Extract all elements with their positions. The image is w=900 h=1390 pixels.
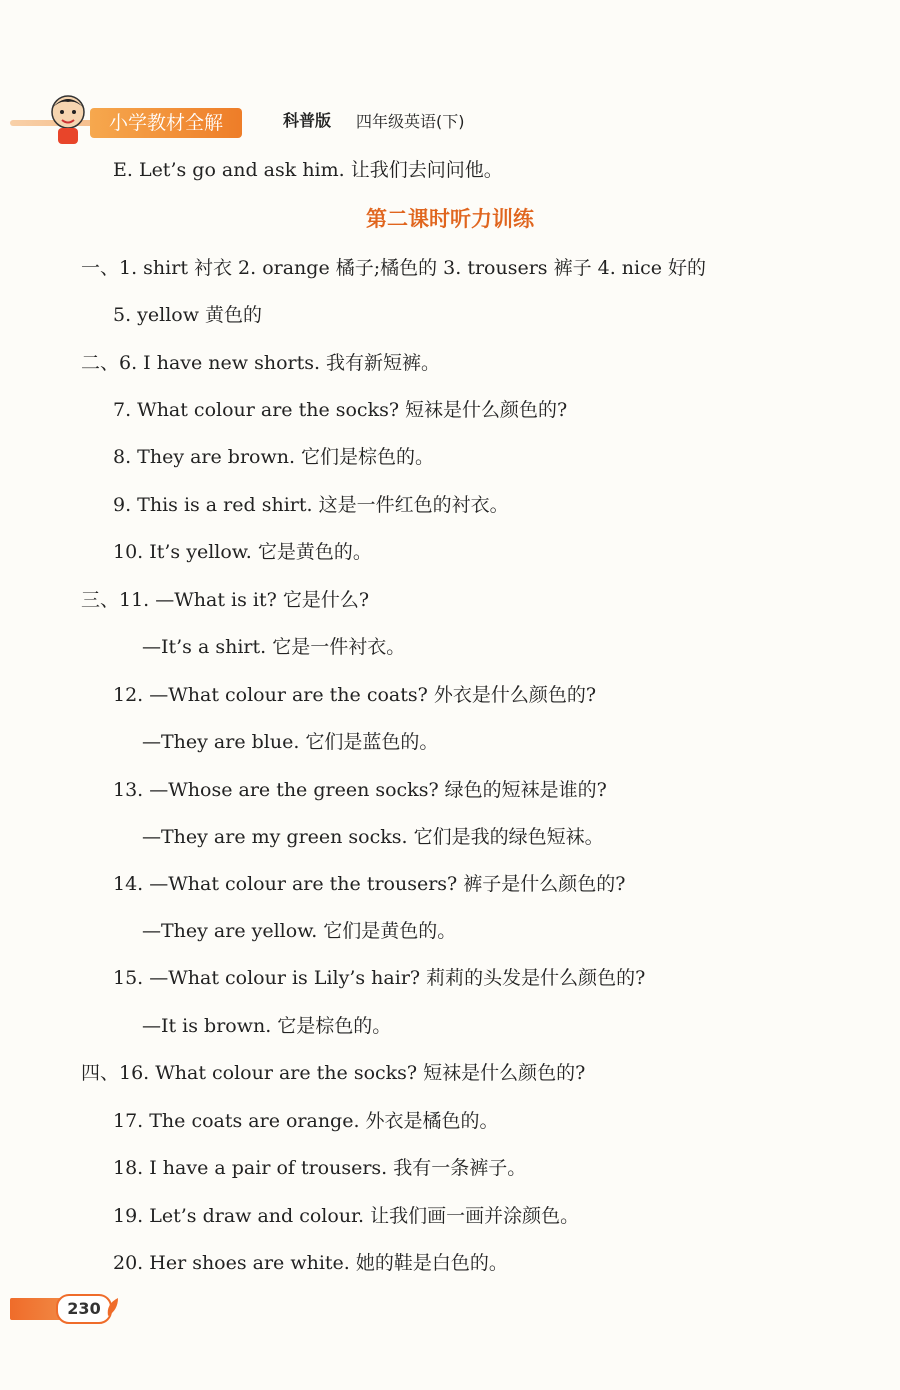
answer-line: 13. —Whose are the green socks? 绿色的短袜是谁的? (113, 779, 607, 801)
answer-line: 18. I have a pair of trousers. 我有一条裤子。 (113, 1157, 527, 1179)
answer-line: 20. Her shoes are white. 她的鞋是白色的。 (113, 1252, 508, 1274)
edition-label: 科普版 (283, 111, 332, 130)
answer-line: 12. —What colour are the coats? 外衣是什么颜色的? (113, 684, 597, 706)
answer-line: 5. yellow 黄色的 (113, 304, 263, 326)
answer-line: 10. It’s yellow. 它是黄色的。 (113, 541, 372, 563)
boy-mascot-icon (38, 90, 98, 146)
answer-line: —It’s a shirt. 它是一件衬衣。 (142, 636, 406, 658)
answer-line: 14. —What colour are the trousers? 裤子是什么颜色的? (113, 873, 626, 895)
answer-line: —They are yellow. 它们是黄色的。 (142, 920, 457, 942)
answer-line: 四、16. What colour are the socks? 短袜是什么颜色的? (81, 1062, 586, 1084)
answer-line: 9. This is a red shirt. 这是一件红色的衬衣。 (113, 494, 509, 516)
page-footer (0, 1290, 200, 1326)
answer-line: 17. The coats are orange. 外衣是橘色的。 (113, 1110, 499, 1132)
answer-line: 三、11. —What is it? 它是什么? (81, 589, 370, 611)
answer-line: 7. What colour are the socks? 短袜是什么颜色的? (113, 399, 568, 421)
leaf-icon (106, 1296, 120, 1318)
intro-line: E. Let’s go and ask him. 让我们去问问他。 (113, 159, 503, 181)
page-number: 230 (56, 1294, 112, 1324)
answer-line: —They are my green socks. 它们是我的绿色短袜。 (142, 826, 604, 848)
answer-line: 二、6. I have new shorts. 我有新短裤。 (81, 352, 441, 374)
grade-label: 四年级英语(下) (356, 112, 465, 131)
answer-line: —It is brown. 它是棕色的。 (142, 1015, 392, 1037)
answer-line: 一、1. shirt 衬衣 2. orange 橘子;橘色的 3. trousers 裤子 4. nice 好的 (81, 257, 707, 279)
answer-line: —They are blue. 它们是蓝色的。 (142, 731, 439, 753)
answer-line: 8. They are brown. 它们是棕色的。 (113, 446, 435, 468)
answer-line: 19. Let’s draw and colour. 让我们画一画并涂颜色。 (113, 1205, 580, 1227)
page-header (0, 90, 900, 150)
section-title: 第二课时听力训练 (366, 207, 534, 231)
answer-line: 15. —What colour is Lily’s hair? 莉莉的头发是什么颜色的? (113, 967, 646, 989)
brand-logo: 小学教材全解 (90, 108, 242, 138)
